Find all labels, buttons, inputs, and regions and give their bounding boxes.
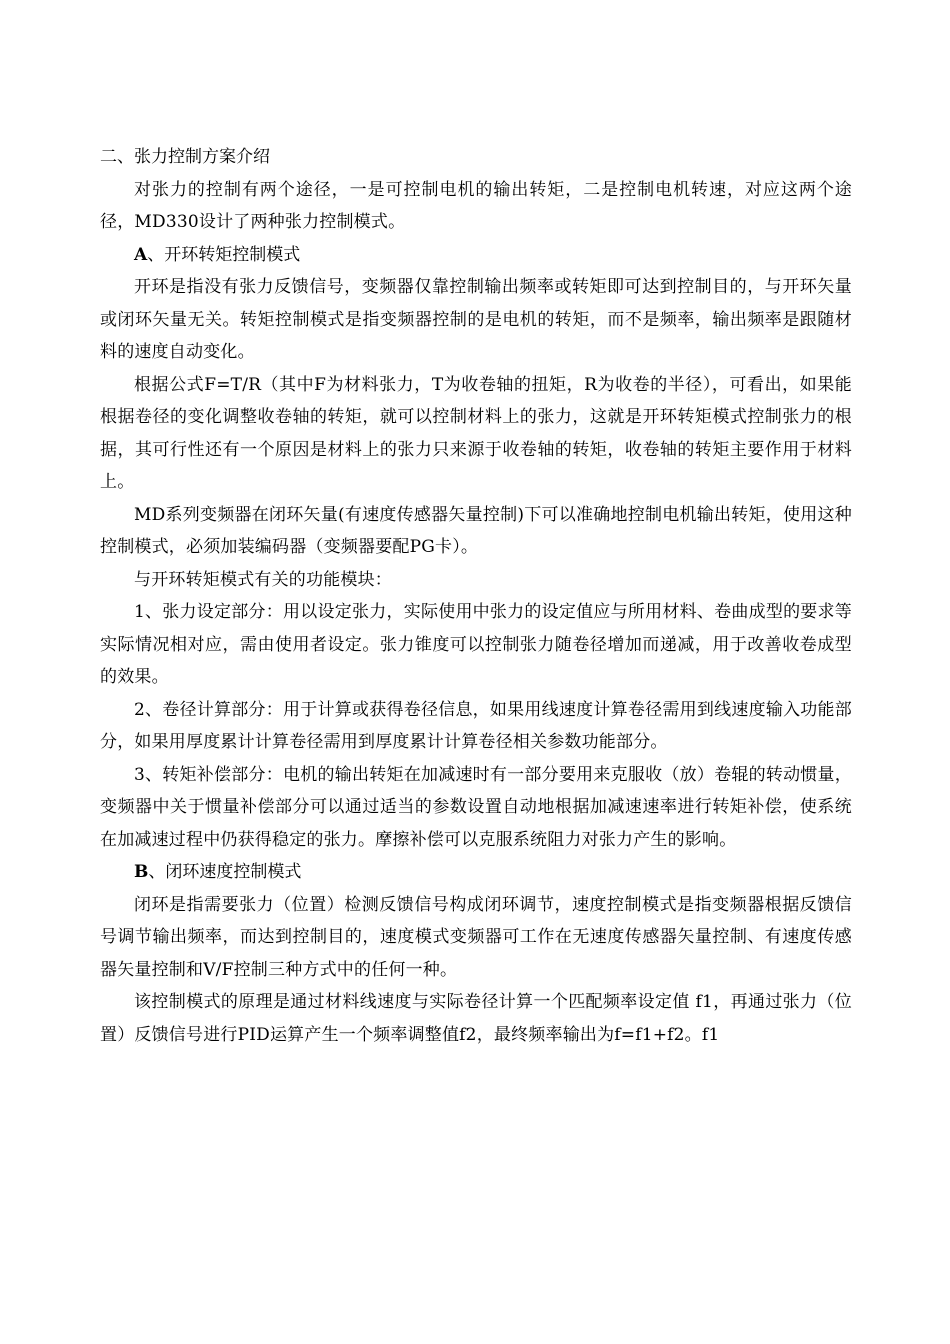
module-3-paragraph: 3、转矩补偿部分：电机的输出转矩在加减速时有一部分要用来克服收（放）卷辊的转动惯量，变频器中关于惯量补偿部分可以通过适当的参数设置自动地根据加减速速率进行转矩补偿，使系统在加减速过程中仍获得稳定的张力。摩擦补偿可以克服系统阻力对张力产生的影响。: [100, 764, 852, 850]
document-page: [100, 141, 852, 1051]
mode-b-letter: B: [134, 862, 149, 882]
mode-b-title: 、闭环速度控制模式: [148, 862, 302, 882]
principle-paragraph: 该控制模式的原理是通过材料线速度与实际卷径计算一个匹配频率设定值 f1，再通过张力（位置）反馈信号进行PID运算产生一个频率调整值f2，最终频率输出为f=f1+f2。f1: [100, 992, 852, 1045]
closed-loop-paragraph: 闭环是指需要张力（位置）检测反馈信号构成闭环调节，速度控制模式是指变频器根据反馈信号调节输出频率，而达到控制目的，速度模式变频器可工作在无速度传感器矢量控制、有速度传感器矢量控制和V/F控制三种方式中的任何一种。: [100, 894, 852, 980]
md-series-paragraph: MD系列变频器在闭环矢量(有速度传感器矢量控制)下可以准确地控制电机输出转矩，使用这种控制模式，必须加装编码器（变频器要配PG卡）。: [100, 504, 852, 557]
intro-paragraph: 对张力的控制有两个途径，一是可控制电机的输出转矩，二是控制电机转速，对应这两个途径，MD330设计了两种张力控制模式。: [100, 179, 852, 232]
formula-paragraph: 根据公式F=T/R（其中F为材料张力，T为收卷轴的扭矩，R为收卷的半径），可看出，如果能根据卷径的变化调整收卷轴的转矩，就可以控制材料上的张力，这就是开环转矩模式控制张力的根据，其可行性还有一个原因是材料上的张力只来源于收卷轴的转矩，收卷轴的转矩主要作用于材料上。: [100, 374, 852, 492]
modules-intro-paragraph: 与开环转矩模式有关的功能模块：: [134, 569, 392, 590]
open-loop-paragraph: 开环是指没有张力反馈信号，变频器仅靠控制输出频率或转矩即可达到控制目的，与开环矢量或闭环矢量无关。转矩控制模式是指变频器控制的是电机的转矩，而不是频率，输出频率是跟随材料的速度自动变化。: [100, 277, 852, 362]
mode-a-heading: [100, 239, 852, 272]
module-2-paragraph: 2、卷径计算部分：用于计算或获得卷径信息，如果用线速度计算卷径需用到线速度输入功能部分，如果用厚度累计计算卷径需用到厚度累计计算卷径相关参数功能部分。: [100, 699, 852, 752]
section-title: 二、张力控制方案介绍: [100, 147, 270, 167]
mode-b-heading: [100, 856, 852, 889]
module-1-paragraph: 1、张力设定部分：用以设定张力，实际使用中张力的设定值应与所用材料、卷曲成型的要求等实际情况相对应，需由使用者设定。张力锥度可以控制张力随卷径增加而递减，用于改善收卷成型的效果。: [100, 602, 852, 687]
mode-a-letter: A: [134, 244, 148, 265]
mode-a-title: 、开环转矩控制模式: [147, 244, 301, 265]
